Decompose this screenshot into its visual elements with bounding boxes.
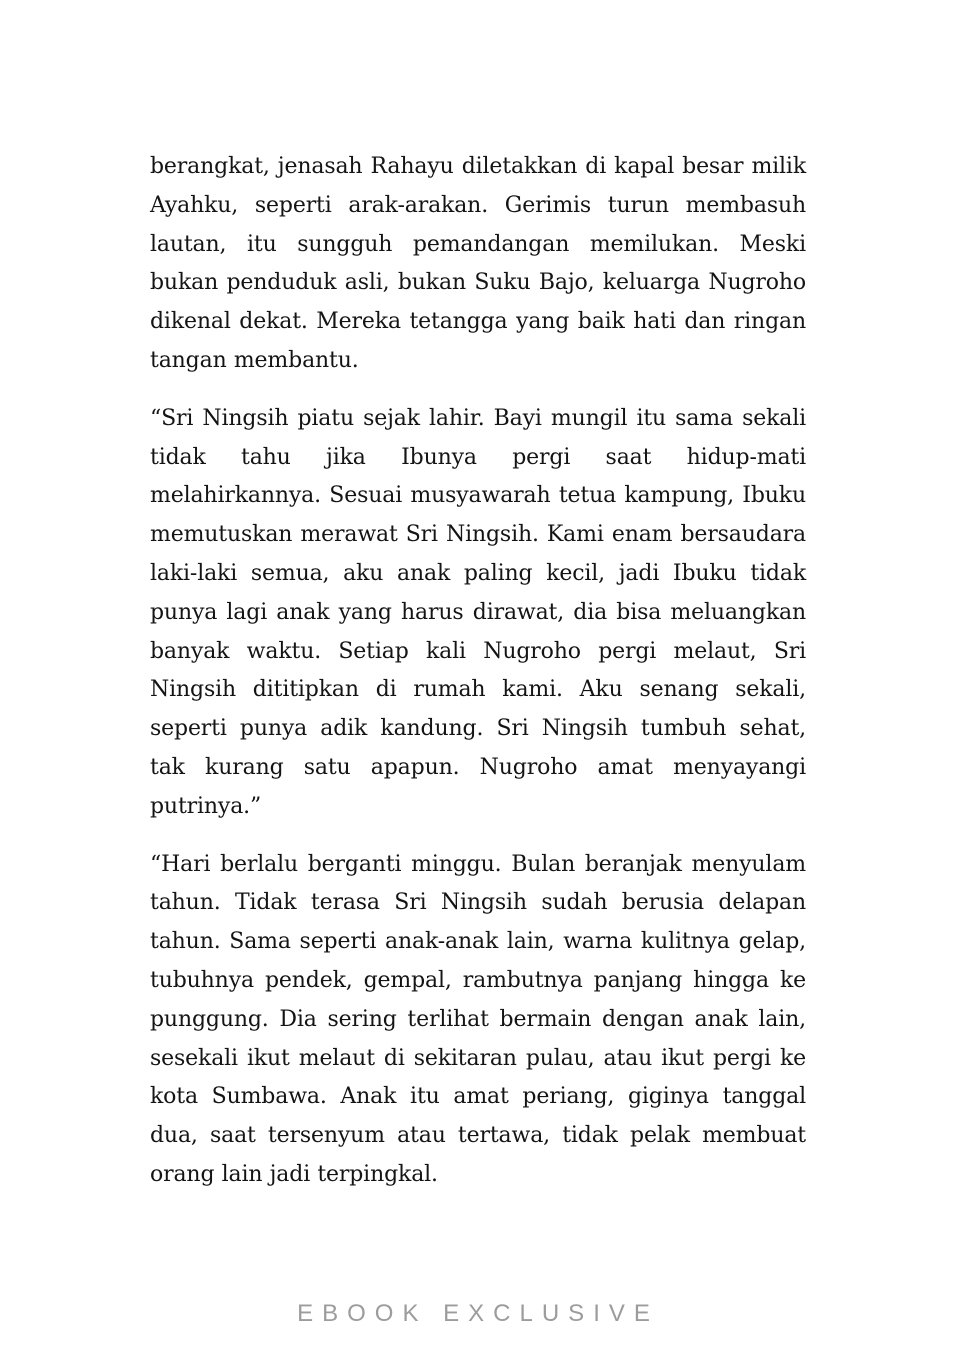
paragraph-1: berangkat, jenasah Rahayu diletakkan di kapal besar milik Ayahku, seperti arak-arakan. Gerimis turun membasuh lautan, itu sungguh pemandangan memilukan. Meski bukan penduduk asli, bukan Suku Bajo, keluarga Nugroho dikenal dekat. Mereka tetangga yang baik hati dan ringan tangan membantu. — [150, 154, 806, 373]
paragraph-3: “Hari berlalu berganti minggu. Bulan beranjak menyulam tahun. Tidak terasa Sri Ningsih sudah berusia delapan tahun. Sama seperti anak-anak lain, warna kulitnya gelap, tubuhnya pendek, gempal, rambutnya panjang hingga ke punggung. Dia sering terlihat bermain dengan anak lain, sesekali ikut melaut di sekitaran pulau, atau ikut pergi ke kota Sumbawa. Anak itu amat periang, giginya tanggal dua, saat tersenyum atau tertawa, tidak pelak membuat orang lain jadi terpingkal. — [150, 851, 806, 1187]
ebook-exclusive-footer: EBOOK EXCLUSIVE — [297, 1300, 659, 1327]
paragraph-2: “Sri Ningsih piatu sejak lahir. Bayi mungil itu sama sekali tidak tahu jika Ibunya pergi saat hidup-mati melahirkannya. Sesuai musyawarah tetua kampung, Ibuku memutuskan merawat Sri Ningsih. Kami enam bersaudara laki-laki semua, aku anak paling kecil, jadi Ibuku tidak punya lagi anak yang harus dirawat, dia bisa meluangkan banyak waktu. Setiap kali Nugroho pergi melaut, Sri Ningsih dititipkan di rumah kami. Aku senang sekali, seperti punya adik kandung. Sri Ningsih tumbuh sehat, tak kurang satu apapun. Nugroho amat menyayangi putrinya.” — [150, 405, 806, 819]
page-body — [150, 148, 806, 1214]
